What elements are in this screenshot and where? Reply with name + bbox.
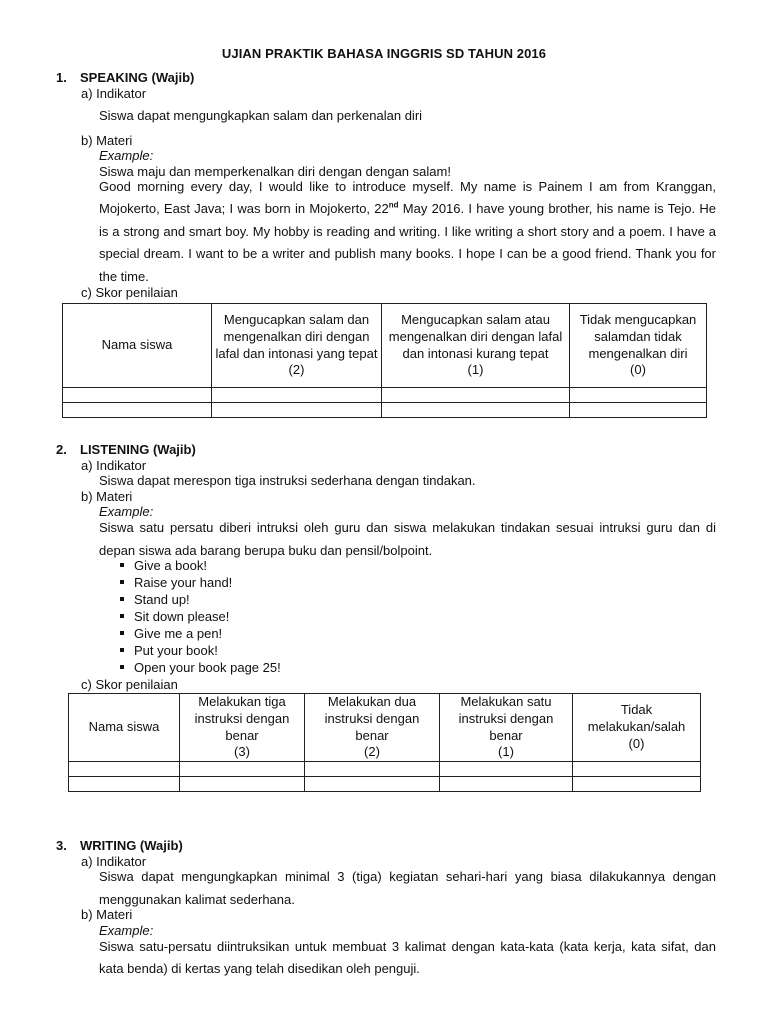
table-row	[69, 762, 701, 777]
table-header-cell: Tidak mengucapkan salamdan tidak mengenalkan diri (0)	[570, 304, 707, 388]
listening-title: LISTENING (Wajib)	[80, 442, 196, 457]
writing-materi-text: Siswa satu-persatu diintruksikan untuk membuat 3 kalimat dengan kata-kata (kata kerja, kata sifat, dan kata benda) di kertas yang telah disedikan oleh penguji.	[99, 938, 716, 977]
list-item: Give a book!	[119, 558, 716, 575]
table-header-cell: Mengucapkan salam dan mengenalkan diri dengan lafal dan intonasi yang tepat (2)	[212, 304, 382, 388]
table-header-row	[63, 304, 707, 388]
listening-indikator-text: Siswa dapat merespon tiga instruksi sederhana dengan tindakan.	[99, 473, 476, 489]
writing-title: WRITING (Wajib)	[80, 838, 183, 853]
writing-heading	[56, 838, 716, 854]
writing-indikator-text: Siswa dapat mengungkapkan minimal 3 (tiga) kegiatan sehari-hari yang biasa dilakukannya dengan menggunakan kalimat sederhana.	[99, 869, 716, 907]
listening-skor-label: c) Skor penilaian	[81, 677, 178, 693]
listening-example-label: Example:	[99, 504, 154, 520]
listening-section	[56, 442, 716, 693]
speaking-section	[56, 70, 716, 300]
listening-heading	[56, 442, 716, 458]
speaking-materi-intro: Siswa maju dan memperkenalkan diri dengan dengan salam!	[99, 163, 451, 179]
table-row	[69, 777, 701, 792]
table-header-cell: Melakukan dua instruksi dengan benar (2)	[305, 694, 440, 762]
speaking-materi-label: b) Materi	[81, 132, 133, 148]
writing-number: 3.	[56, 838, 67, 853]
table-header-cell: Nama siswa	[63, 304, 212, 388]
speaking-passage-part1: Good morning every day, I would like to introduce myself. My name is Painem I am from Kranggan, Mojokerto, East Java; I was born in Mojokerto, 22	[99, 178, 716, 217]
table-header-row	[69, 694, 701, 762]
list-item: Sit down please!	[119, 609, 716, 626]
speaking-skor-label: c) Skor penilaian	[81, 284, 178, 300]
writing-example-label: Example:	[99, 922, 154, 938]
table-header-cell: Tidak melakukan/salah (0)	[573, 694, 701, 762]
speaking-passage-sup: nd	[388, 200, 399, 210]
table-row	[63, 403, 707, 418]
speaking-title: SPEAKING (Wajib)	[80, 70, 195, 85]
page-title: UJIAN PRAKTIK BAHASA INGGRIS SD TAHUN 2016	[221, 46, 547, 61]
listening-number: 2.	[56, 442, 67, 457]
table-header-cell: Melakukan satu instruksi dengan benar (1)	[440, 694, 573, 762]
list-item: Give me a pen!	[119, 626, 716, 643]
listening-indikator-label: a) Indikator	[81, 457, 147, 473]
listening-materi-label: b) Materi	[81, 488, 133, 504]
speaking-heading	[56, 70, 716, 86]
speaking-example-label: Example:	[99, 148, 154, 164]
speaking-passage	[99, 176, 716, 289]
writing-materi-label: b) Materi	[81, 907, 133, 923]
list-item: Put your book!	[119, 643, 716, 660]
writing-indikator-label: a) Indikator	[81, 853, 147, 869]
speaking-indikator-text: Siswa dapat mengungkapkan salam dan perkenalan diri	[99, 108, 423, 124]
speaking-indikator-label: a) Indikator	[81, 85, 147, 101]
listening-materi-text: Siswa satu persatu diberi intruksi oleh guru dan siswa melakukan tindakan sesuai intruksi guru dan di depan siswa ada barang berupa buku dan pensil/bolpoint.	[99, 519, 716, 558]
list-item: Stand up!	[119, 592, 716, 609]
table-row	[63, 388, 707, 403]
writing-section	[56, 838, 716, 981]
speaking-passage-part2: May 2016. I have young brother, his name is Tejo. He is a strong and smart boy. My hobby is reading and writing. I like writing a short story and a poem. I have a special dream. I want to be a writer and publish many books. I hope I can be a good friend. Thank you for the time.	[99, 201, 717, 284]
listening-score-table	[68, 693, 701, 792]
table-header-cell: Nama siswa	[69, 694, 180, 762]
table-header-cell: Melakukan tiga instruksi dengan benar (3)	[180, 694, 305, 762]
list-item: Open your book page 25!	[119, 660, 716, 677]
speaking-score-table	[62, 303, 707, 418]
list-item: Raise your hand!	[119, 575, 716, 592]
speaking-number: 1.	[56, 70, 67, 85]
table-header-cell: Mengucapkan salam atau mengenalkan diri dengan lafal dan intonasi kurang tepat (1)	[382, 304, 570, 388]
instruction-list	[119, 558, 716, 677]
